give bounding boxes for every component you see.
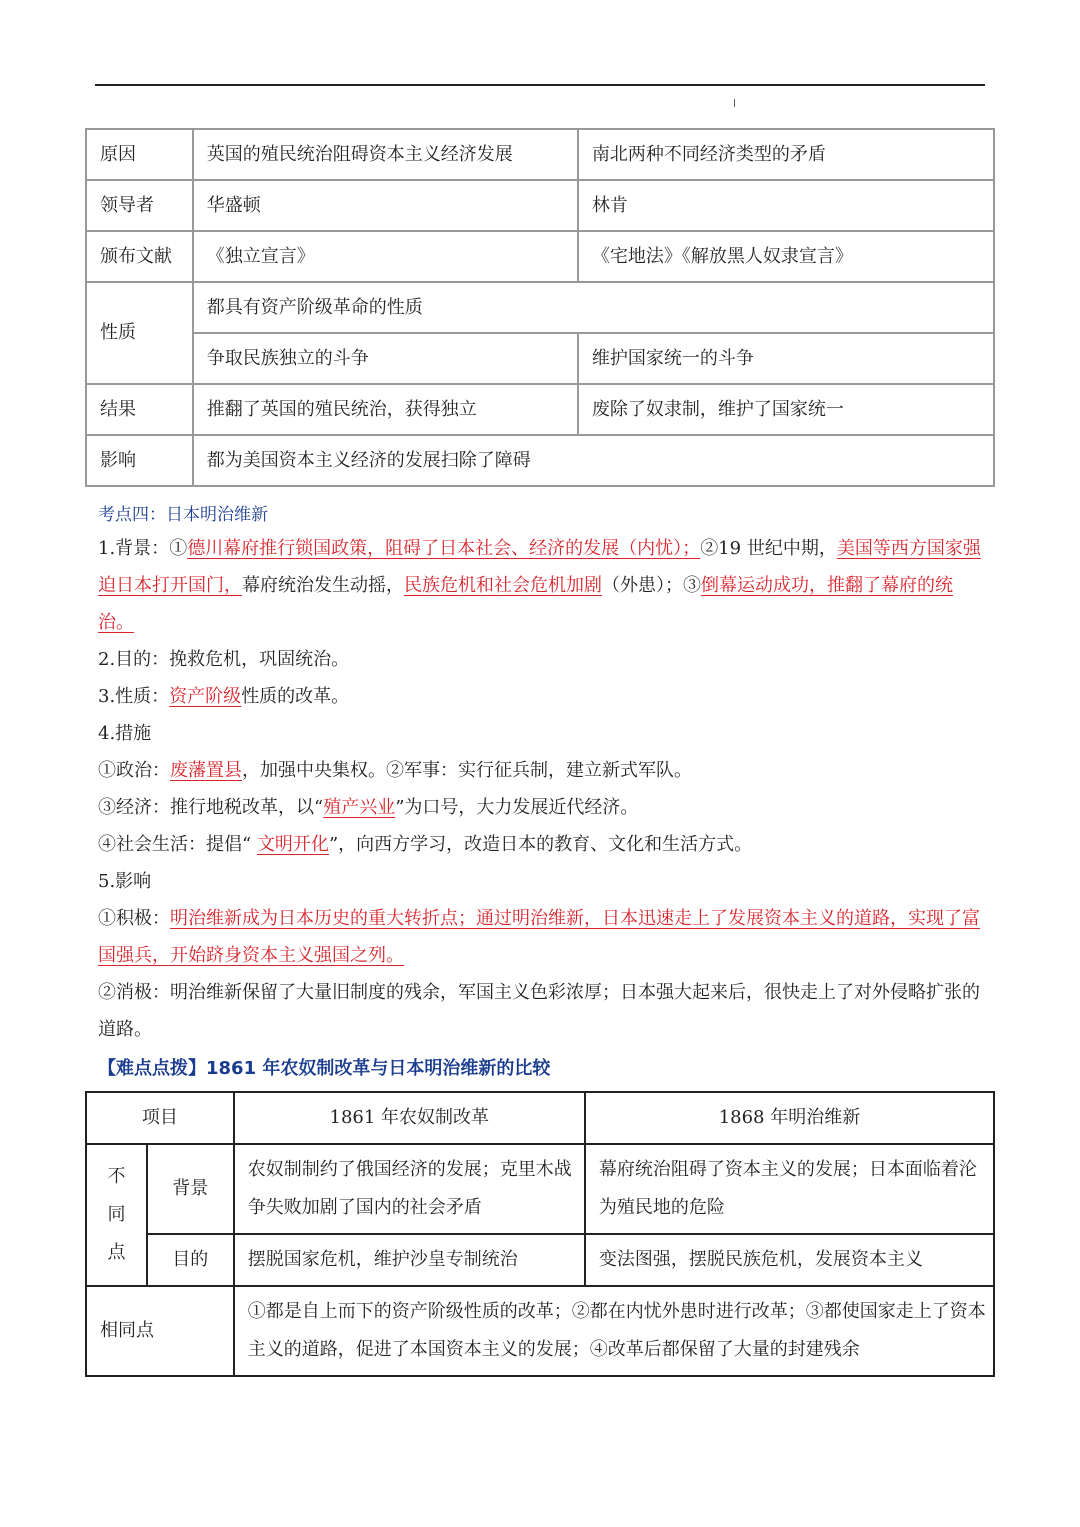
cell: 都为美国资本主义经济的发展扫除了障碍 [193,435,994,486]
cell: 《独立宣言》 [193,231,578,282]
section-title: 考点四：日本明治维新 [98,505,268,525]
row-label: 影响 [86,435,193,486]
reform-comparison-table [85,1091,995,1377]
table-row [86,435,994,486]
row-label: 相同点 [86,1286,234,1376]
text: ①积极： [98,908,170,929]
highlight: 资产阶级 [169,686,242,707]
table-row [86,180,994,231]
table-row [86,1144,994,1234]
text: 性质的改革。 [241,686,350,707]
text: 1.背景： [98,538,170,559]
table-header-row [86,1092,994,1144]
row-label: 颁布文献 [86,231,193,282]
measures-title: 4.措施 [98,723,152,744]
header-cell: 1861 年农奴制改革 [234,1092,585,1144]
revolution-comparison-table [85,128,995,487]
header-rule [95,84,985,86]
text: ① [169,538,188,559]
header-cell: 项目 [86,1092,234,1144]
text: ②19 世纪中期， [700,538,837,559]
cell: 《宅地法》《解放黑人奴隶宣言》 [578,231,994,282]
text: 3.性质： [98,686,170,707]
highlight: 明治维新成为日本历史的重大转折点；通过明治维新，日本迅速走上了发展资本主义的道路，实现了富国强兵，开始跻身资本主义强国之列。 [98,908,980,966]
cell: 废除了奴隶制，维护了国家统一 [578,384,994,435]
text: （外患）；③ [602,575,701,596]
highlight: 德川幕府推行锁国政策，阻碍了日本社会、经济的发展（内忧）； [187,538,701,559]
header-tick [734,99,735,107]
purpose-line: 2.目的：挽救危机，巩固统治。 [98,649,350,670]
vertical-char: 不 [107,1166,126,1187]
row-label [86,1144,147,1286]
text: ”，向西方学习，改造日本的教育、文化和生活方式。 [328,834,753,855]
row-label: 目的 [147,1234,234,1286]
positive-impact [98,900,986,974]
table-row [86,333,994,384]
header-cell: 1868 年明治维新 [585,1092,994,1144]
table-row [86,231,994,282]
cell: 摆脱国家危机，维护沙皇专制统治 [234,1234,585,1286]
table-row [86,282,994,333]
vertical-char: 点 [107,1242,126,1263]
text: 幕府统治发生动摇， [242,575,404,596]
highlight: 殖产兴业 [323,797,396,818]
cell: 林肯 [578,180,994,231]
cell: ①都是自上而下的资产阶级性质的改革；②都在内忧外患时进行改革；③都使国家走上了资本主义的道路，促进了本国资本主义的发展；④改革后都保留了大量的封建残余 [234,1286,994,1376]
cell: 推翻了英国的殖民统治，获得独立 [193,384,578,435]
highlight: 民族危机和社会危机加剧 [404,575,602,596]
highlight: 倒幕运动成功，推翻了幕府的统治。 [98,575,953,633]
nature-line [98,678,986,715]
text: ”为口号，大力发展近代经济。 [395,797,639,818]
cell: 争取民族独立的斗争 [193,333,578,384]
measure-line [98,789,986,826]
cell: 都具有资产阶级革命的性质 [193,282,994,333]
table-row [86,384,994,435]
cell: 南北两种不同经济类型的矛盾 [578,129,994,180]
background-paragraph [98,530,986,641]
cell: 农奴制制约了俄国经济的发展；克里木战争失败加剧了国内的社会矛盾 [234,1144,585,1234]
text: ④社会生活：提倡“ [98,834,257,855]
cell: 变法图强，摆脱民族危机，发展资本主义 [585,1234,994,1286]
row-label: 原因 [86,129,193,180]
highlight: 废藩置县 [170,760,242,781]
comparison-title: 【难点点拨】1861 年农奴制改革与日本明治维新的比较 [98,1058,551,1079]
table-row [86,1286,994,1376]
text: ③经济：推行地税改革，以“ [98,797,324,818]
row-label: 结果 [86,384,193,435]
cell: 幕府统治阻碍了资本主义的发展；日本面临着沦为殖民地的危险 [585,1144,994,1234]
table-row [86,129,994,180]
cell: 华盛顿 [193,180,578,231]
text: ①政治： [98,760,170,781]
highlight: 文明开化 [256,834,329,855]
measure-line [98,826,986,863]
negative-impact: ②消极：明治维新保留了大量旧制度的残余，军国主义色彩浓厚；日本强大起来后，很快走上了对外侵略扩张的道路。 [98,982,980,1040]
table-row [86,1234,994,1286]
cell: 维护国家统一的斗争 [578,333,994,384]
vertical-char: 同 [107,1204,126,1225]
row-label: 领导者 [86,180,193,231]
text: ，加强中央集权。②军事：实行征兵制，建立新式军队。 [242,760,692,781]
cell: 英国的殖民统治阻碍资本主义经济发展 [193,129,578,180]
row-label: 性质 [86,282,193,384]
measure-line [98,752,986,789]
row-label: 背景 [147,1144,234,1234]
impact-title: 5.影响 [98,871,152,892]
highlight: 美国等西方国家强迫日本打开国门， [98,538,981,596]
